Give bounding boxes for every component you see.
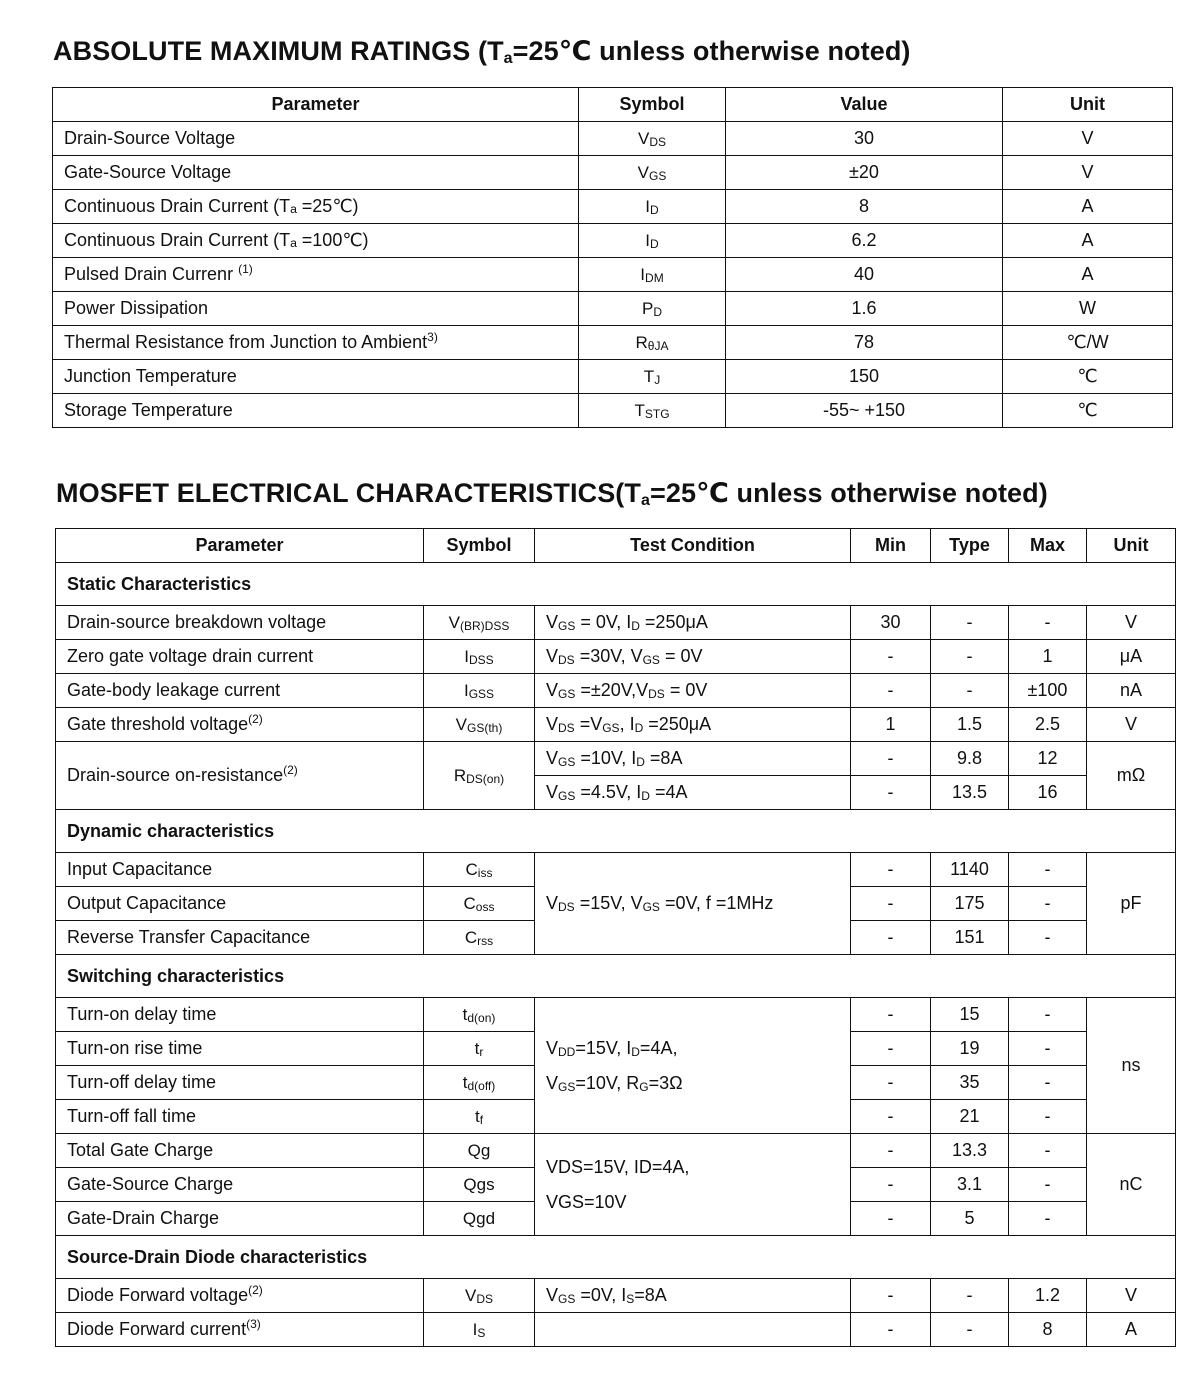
symbol-cell (424, 998, 535, 1032)
table-row (53, 156, 1173, 190)
section-label: Switching characteristics (56, 955, 1176, 998)
symbol-subscript: θJA (647, 338, 669, 353)
abs-value-cell: 40 (726, 258, 1003, 292)
abs-unit-cell: V (1003, 122, 1173, 156)
param-footnote: 3) (427, 330, 438, 344)
max-cell: - (1009, 1100, 1087, 1134)
mosfet-characteristics-table (55, 528, 1176, 1347)
abs-symbol-cell (579, 156, 726, 190)
param-text: Gate-body leakage current (67, 680, 281, 700)
section-label: Dynamic characteristics (56, 810, 1176, 853)
symbol-main: t (474, 1106, 480, 1126)
cond-subscript: S (626, 1292, 635, 1306)
symbol-main: C (465, 859, 478, 879)
param-text: Pulsed Drain Currenr (64, 264, 239, 284)
typ-cell: - (931, 674, 1009, 708)
cond-subscript: GS (602, 721, 620, 735)
typ-cell: 35 (931, 1066, 1009, 1100)
cond-subscript: DS (558, 721, 575, 735)
cond-subscript: DS (648, 687, 665, 701)
abs-symbol-cell (579, 224, 726, 258)
symbol-main: C (464, 927, 478, 947)
symbol-main: Qgd (462, 1208, 496, 1228)
abs-param-cell (53, 292, 579, 326)
unit-cell: mΩ (1087, 742, 1176, 810)
min-cell: - (851, 640, 931, 674)
unit-cell: A (1087, 1313, 1176, 1347)
symbol-cell (424, 606, 535, 640)
section-diode (56, 1236, 1176, 1279)
symbol-subscript: f (479, 1112, 484, 1127)
table-row (56, 708, 1176, 742)
abs-param-cell (53, 190, 579, 224)
cond-subscript: GS (558, 755, 576, 769)
param-cell (56, 1032, 424, 1066)
symbol-main: t (474, 1038, 480, 1058)
param-text: Turn-off fall time (67, 1106, 197, 1126)
abs-unit-cell: W (1003, 292, 1173, 326)
param-cell (56, 887, 424, 921)
min-cell: - (851, 921, 931, 955)
param-text: Drain-Source Voltage (64, 128, 236, 148)
symbol-subscript: S (477, 1325, 486, 1340)
symbol-subscript: iss (477, 865, 493, 880)
symbol-cell (424, 921, 535, 955)
condition-cell: VDS =VGS, ID =250μA (535, 708, 851, 742)
max-cell: 12 (1009, 742, 1087, 776)
table-row (56, 1134, 1176, 1168)
mosfet-characteristics-title: MOSFET ELECTRICAL $CHARACTERISTICS(T_a=25℃$ unless otherwise noted) (56, 478, 1048, 509)
symbol-subscript: D (653, 304, 662, 319)
cond-subscript: GS (558, 1079, 576, 1094)
symbol-main: I (645, 196, 651, 216)
max-cell: - (1009, 1066, 1087, 1100)
typ-cell: - (931, 1279, 1009, 1313)
min-cell: - (851, 1066, 931, 1100)
unit-cell: nC (1087, 1134, 1176, 1236)
mos-col-header: Test Condition (535, 529, 851, 563)
typ-cell: 9.8 (931, 742, 1009, 776)
param-text: Gate-Source Voltage (64, 162, 232, 182)
mos-col-header: Unit (1087, 529, 1176, 563)
typ-cell: 13.5 (931, 776, 1009, 810)
max-cell: 1.2 (1009, 1279, 1087, 1313)
abs-header-row (53, 88, 1173, 122)
param-text: Drain-source breakdown voltage (67, 612, 327, 632)
symbol-cell (424, 1279, 535, 1313)
condition-cell: VDS =30V, VGS = 0V (535, 640, 851, 674)
abs-symbol-cell (579, 292, 726, 326)
condition-cell: VDS=15V, ID=4A, VGS=10V (535, 1134, 851, 1236)
cond-subscript: GS (558, 789, 576, 803)
mos-col-header: Type (931, 529, 1009, 563)
param-footnote: (2) (283, 763, 298, 777)
typ-cell: 1140 (931, 853, 1009, 887)
mos-col-header: Max (1009, 529, 1087, 563)
param-cell (56, 1202, 424, 1236)
mos-header-row (56, 529, 1176, 563)
table-row (56, 1313, 1176, 1347)
param-cell (56, 921, 424, 955)
min-cell: - (851, 1279, 931, 1313)
param-text: Storage Temperature (64, 400, 233, 420)
typ-cell: 5 (931, 1202, 1009, 1236)
symbol-main: R (635, 332, 648, 352)
param-text: Junction Temperature (64, 366, 237, 386)
param-text: Diode Forward current (67, 1319, 247, 1339)
cond-subscript: DD (558, 1044, 576, 1059)
param-cell (56, 1168, 424, 1202)
cond-subscript: DS (558, 900, 575, 914)
abs-col-header: Parameter (53, 88, 579, 122)
abs-param-cell (53, 394, 579, 428)
table-row (53, 258, 1173, 292)
min-cell: - (851, 998, 931, 1032)
section-static (56, 563, 1176, 606)
abs-param-cell (53, 156, 579, 190)
symbol-main: P (641, 298, 654, 318)
param-cell (56, 1100, 424, 1134)
cond-subscript: GS (558, 687, 576, 701)
symbol-main: I (640, 264, 646, 284)
typ-cell: 3.1 (931, 1168, 1009, 1202)
abs-param-cell (53, 258, 579, 292)
abs-symbol-cell (579, 122, 726, 156)
section-dynamic (56, 810, 1176, 853)
abs-value-cell: 78 (726, 326, 1003, 360)
param-footnote: (2) (248, 1283, 263, 1297)
cond-subscript: D (641, 789, 650, 803)
symbol-main: I (472, 1319, 478, 1339)
symbol-subscript: GS(th) (467, 720, 503, 735)
param-text: Power Dissipation (64, 298, 209, 318)
typ-cell: - (931, 640, 1009, 674)
symbol-main: t (462, 1072, 468, 1092)
symbol-cell (424, 1168, 535, 1202)
condition-cell (535, 1313, 851, 1347)
condition-cell: VGS =0V, IS=8A (535, 1279, 851, 1313)
symbol-subscript: D (650, 236, 659, 251)
symbol-main: Qg (467, 1140, 491, 1160)
max-cell: - (1009, 853, 1087, 887)
param-footnote: (2) (248, 712, 263, 726)
param-cell (56, 606, 424, 640)
abs-symbol-cell (579, 190, 726, 224)
min-cell: - (851, 853, 931, 887)
symbol-subscript: DM (645, 270, 664, 285)
symbol-subscript: STG (644, 406, 670, 421)
symbol-subscript: DS (476, 1291, 493, 1306)
cond-subscript: D (631, 619, 640, 633)
param-text: Diode Forward voltage (67, 1285, 249, 1305)
cond-subscript: GS (558, 619, 576, 633)
symbol-subscript: rss (477, 933, 494, 948)
condition-cell: VGS =±20V,VDS = 0V (535, 674, 851, 708)
cond-subscript: DS (558, 653, 575, 667)
min-cell: 30 (851, 606, 931, 640)
abs-value-cell: 1.6 (726, 292, 1003, 326)
max-cell: 16 (1009, 776, 1087, 810)
max-cell: 8 (1009, 1313, 1087, 1347)
param-text: Drain-source on-resistance (67, 765, 284, 785)
symbol-main: V (637, 162, 649, 182)
section-label: Source-Drain Diode characteristics (56, 1236, 1176, 1279)
table-row (56, 674, 1176, 708)
abs-unit-cell: ℃ (1003, 394, 1173, 428)
param-cell (56, 853, 424, 887)
min-cell: - (851, 1313, 931, 1347)
symbol-cell (424, 1032, 535, 1066)
table-row (53, 360, 1173, 394)
symbol-cell (424, 640, 535, 674)
symbol-subscript: DS(on) (466, 771, 505, 786)
cond-subscript: D (636, 755, 645, 769)
abs-symbol-cell (579, 394, 726, 428)
param-text: Continuous Drain Current (Tₐ =25℃) (64, 196, 359, 216)
abs-col-header: Unit (1003, 88, 1173, 122)
cond-subscript: GS (558, 1292, 576, 1306)
symbol-main: t (462, 1004, 468, 1024)
unit-cell: pF (1087, 853, 1176, 955)
symbol-cell (424, 853, 535, 887)
min-cell: - (851, 1100, 931, 1134)
param-text: Turn-on rise time (67, 1038, 203, 1058)
abs-param-cell (53, 224, 579, 258)
abs-unit-cell: A (1003, 224, 1173, 258)
abs-col-header: Value (726, 88, 1003, 122)
symbol-cell (424, 1134, 535, 1168)
param-text: Thermal Resistance from Junction to Ambient (64, 332, 428, 352)
table-row (56, 853, 1176, 887)
param-text: Gate threshold voltage (67, 714, 249, 734)
table-row (53, 394, 1173, 428)
max-cell: - (1009, 887, 1087, 921)
abs-value-cell: -55~ +150 (726, 394, 1003, 428)
table-row (56, 742, 1176, 776)
param-cell (56, 640, 424, 674)
abs-param-cell (53, 360, 579, 394)
symbol-main: T (643, 366, 655, 386)
unit-cell: V (1087, 606, 1176, 640)
symbol-main: C (463, 893, 476, 913)
min-cell: - (851, 1202, 931, 1236)
table-row (56, 640, 1176, 674)
param-cell (56, 998, 424, 1032)
unit-cell: V (1087, 1279, 1176, 1313)
symbol-subscript: d(off) (467, 1078, 496, 1093)
abs-unit-cell: A (1003, 258, 1173, 292)
param-footnote: (3) (246, 1317, 261, 1331)
section-switching (56, 955, 1176, 998)
symbol-cell (424, 1313, 535, 1347)
symbol-main: V (464, 1285, 477, 1305)
condition-cell: VGS = 0V, ID =250μA (535, 606, 851, 640)
min-cell: - (851, 742, 931, 776)
param-cell (56, 1134, 424, 1168)
max-cell: ±100 (1009, 674, 1087, 708)
min-cell: 1 (851, 708, 931, 742)
symbol-main: V (637, 128, 650, 148)
abs-symbol-cell (579, 326, 726, 360)
symbol-subscript: GS (649, 168, 667, 183)
symbol-subscript: DSS (469, 652, 494, 667)
mos-col-header: Symbol (424, 529, 535, 563)
typ-cell: 21 (931, 1100, 1009, 1134)
param-cell (56, 674, 424, 708)
abs-col-header: Symbol (579, 88, 726, 122)
table-row (53, 224, 1173, 258)
symbol-cell (424, 1202, 535, 1236)
symbol-main: Qgs (463, 1174, 495, 1194)
param-cell (56, 742, 424, 810)
param-text: Input Capacitance (67, 859, 213, 879)
table-row (53, 190, 1173, 224)
symbol-cell (424, 1066, 535, 1100)
abs-value-cell: ±20 (726, 156, 1003, 190)
symbol-main: R (453, 765, 467, 785)
typ-cell: 151 (931, 921, 1009, 955)
max-cell: - (1009, 1168, 1087, 1202)
typ-cell: - (931, 606, 1009, 640)
symbol-cell (424, 742, 535, 810)
param-text: Turn-on delay time (67, 1004, 217, 1024)
param-text: Reverse Transfer Capacitance (67, 927, 311, 947)
table-row (56, 998, 1176, 1032)
table-row (53, 122, 1173, 156)
param-text: Gate-Drain Charge (67, 1208, 220, 1228)
cond-subscript: G (639, 1079, 649, 1094)
abs-symbol-cell (579, 360, 726, 394)
absolute-max-ratings-title: ABSOLUTE MAXIMUM RATINGS ($T_a=25℃$ unless otherwise noted) (53, 36, 911, 67)
symbol-main: T (634, 400, 645, 420)
table-row (53, 292, 1173, 326)
cond-subscript: D (634, 721, 644, 735)
abs-param-cell (53, 326, 579, 360)
max-cell: - (1009, 1032, 1087, 1066)
typ-cell: 19 (931, 1032, 1009, 1066)
max-cell: - (1009, 921, 1087, 955)
symbol-main: I (464, 646, 470, 666)
abs-value-cell: 150 (726, 360, 1003, 394)
abs-value-cell: 30 (726, 122, 1003, 156)
cond-subscript: D (631, 1044, 640, 1059)
symbol-cell (424, 708, 535, 742)
table-row (53, 326, 1173, 360)
mos-col-header: Min (851, 529, 931, 563)
param-text: Turn-off delay time (67, 1072, 217, 1092)
min-cell: - (851, 887, 931, 921)
max-cell: - (1009, 606, 1087, 640)
symbol-subscript: D (650, 202, 659, 217)
typ-cell: 13.3 (931, 1134, 1009, 1168)
abs-symbol-cell (579, 258, 726, 292)
param-text: Gate-Source Charge (67, 1174, 234, 1194)
symbol-subscript: oss (475, 899, 495, 914)
min-cell: - (851, 674, 931, 708)
min-cell: - (851, 776, 931, 810)
param-footnote: (1) (238, 262, 253, 276)
table-row (56, 606, 1176, 640)
symbol-cell (424, 1100, 535, 1134)
unit-cell: μA (1087, 640, 1176, 674)
symbol-subscript: d(on) (467, 1010, 496, 1025)
typ-cell: - (931, 1313, 1009, 1347)
max-cell: - (1009, 1134, 1087, 1168)
cond-subscript: GS (642, 900, 660, 914)
unit-cell: nA (1087, 674, 1176, 708)
param-text: Output Capacitance (67, 893, 227, 913)
max-cell: 1 (1009, 640, 1087, 674)
max-cell: 2.5 (1009, 708, 1087, 742)
symbol-subscript: (BR)DSS (460, 618, 510, 633)
cond-subscript: GS (642, 653, 660, 667)
symbol-cell (424, 887, 535, 921)
min-cell: - (851, 1032, 931, 1066)
section-label: Static Characteristics (56, 563, 1176, 606)
param-cell (56, 1279, 424, 1313)
min-cell: - (851, 1168, 931, 1202)
symbol-main: V (448, 612, 460, 632)
condition-cell: VDS =15V, VGS =0V, f =1MHz (535, 853, 851, 955)
param-text: Continuous Drain Current (Tₐ =100℃) (64, 230, 369, 250)
abs-param-cell (53, 122, 579, 156)
symbol-subscript: J (654, 372, 661, 387)
param-cell (56, 708, 424, 742)
typ-cell: 15 (931, 998, 1009, 1032)
param-text: Zero gate voltage drain current (67, 646, 314, 666)
symbol-main: I (463, 680, 469, 700)
condition-cell: VGS =10V, ID =8A (535, 742, 851, 776)
condition-cell: VDD=15V, ID=4A, VGS=10V, RG=3Ω (535, 998, 851, 1134)
param-text: Total Gate Charge (67, 1140, 214, 1160)
max-cell: - (1009, 1202, 1087, 1236)
condition-cell: VGS =4.5V, ID =4A (535, 776, 851, 810)
symbol-cell (424, 674, 535, 708)
symbol-main: V (455, 714, 467, 734)
max-cell: - (1009, 998, 1087, 1032)
table-row (56, 1279, 1176, 1313)
abs-unit-cell: A (1003, 190, 1173, 224)
symbol-subscript: DS (649, 134, 666, 149)
abs-unit-cell: ℃ (1003, 360, 1173, 394)
abs-unit-cell: V (1003, 156, 1173, 190)
unit-cell: ns (1087, 998, 1176, 1134)
symbol-main: I (645, 230, 651, 250)
mos-col-header: Parameter (56, 529, 424, 563)
min-cell: - (851, 1134, 931, 1168)
symbol-subscript: GSS (468, 686, 495, 701)
typ-cell: 175 (931, 887, 1009, 921)
abs-value-cell: 8 (726, 190, 1003, 224)
param-cell (56, 1066, 424, 1100)
param-cell (56, 1313, 424, 1347)
symbol-subscript: r (479, 1044, 484, 1059)
unit-cell: V (1087, 708, 1176, 742)
abs-unit-cell: ℃/W (1003, 326, 1173, 360)
abs-value-cell: 6.2 (726, 224, 1003, 258)
absolute-max-ratings-table (52, 87, 1173, 428)
typ-cell: 1.5 (931, 708, 1009, 742)
